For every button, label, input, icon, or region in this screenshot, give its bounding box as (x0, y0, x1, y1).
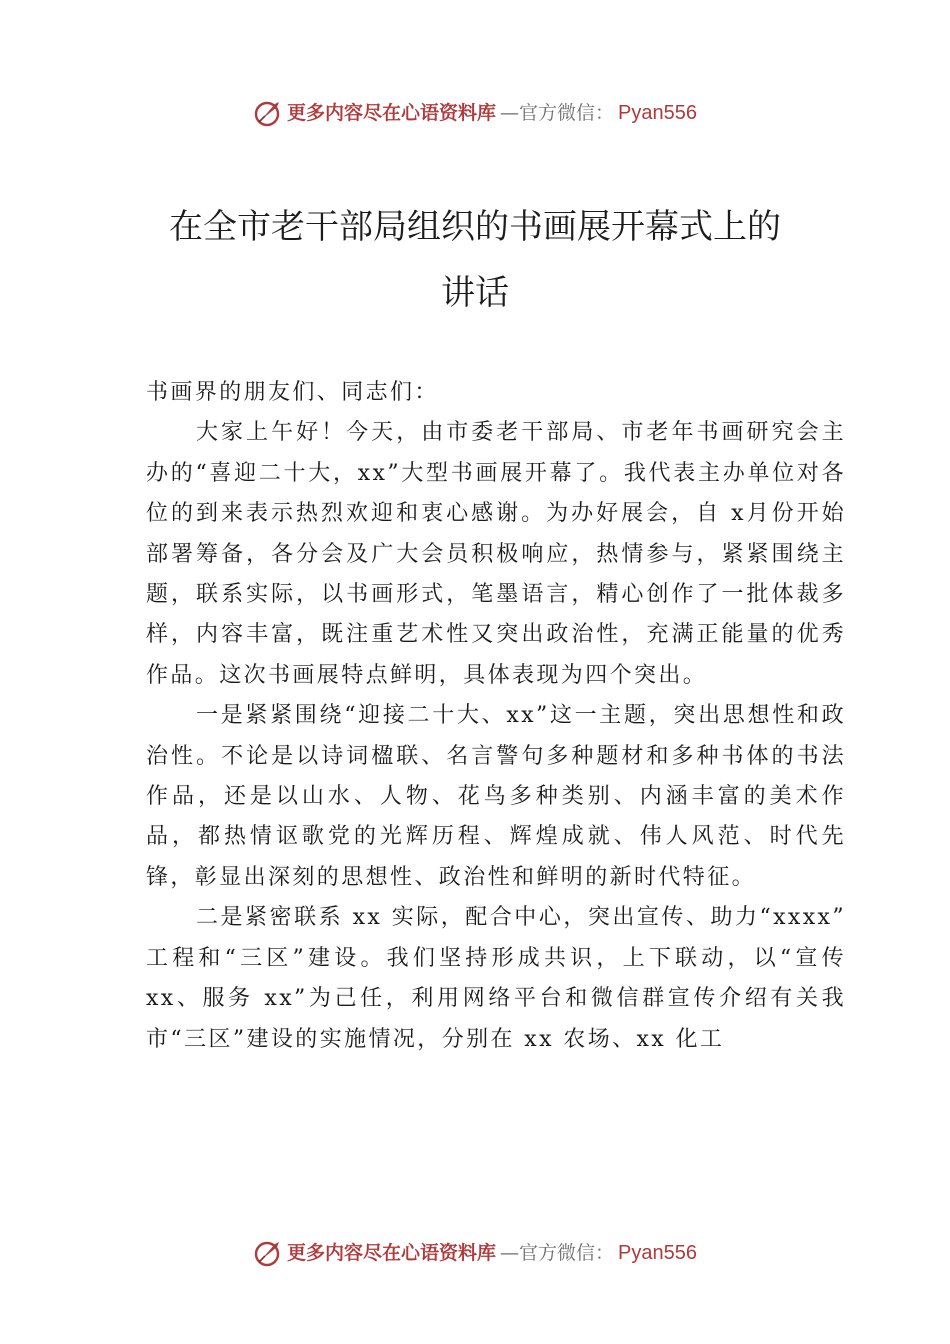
watermark-text: 更多内容尽在心语资料库 (287, 1242, 497, 1264)
quill-logo-icon (253, 1238, 283, 1268)
document-title-line-1: 在全市老干部局组织的书画展开幕式上的 (169, 207, 781, 247)
watermark-wechat-id: Pyan556 (618, 1242, 697, 1264)
header-watermark (0, 98, 950, 128)
watermark-wechat-id: Pyan556 (618, 102, 697, 124)
footer-watermark (0, 1238, 950, 1268)
watermark-text: 更多内容尽在心语资料库 (287, 102, 497, 124)
paragraph-3: 二是紧密联系 xx 实际，配合中心，突出宣传、助力“xxxx” 工程和“三区”建设。我们坚持形成共识，上下联动，以“宣传 xx、服务 xx”为己任，利用网络平台和微信群宣传介绍有关我市“三区”建设的实施情况，分别在 xx 农场、xx 化工 (146, 905, 846, 1052)
document-title-line-2: 讲话 (441, 273, 509, 313)
watermark-separator: —官方微信： (500, 1242, 615, 1264)
document-body (146, 373, 846, 1060)
paragraph-2: 一是紧紧围绕“迎接二十大、xx”这一主题，突出思想性和政治性。不论是以诗词楹联、名言警句多种题材和多种书体的书法作品，还是以山水、人物、花鸟多种类别、内涵丰富的美术作品，都热情讴歌党的光辉历程、辉煌成就、伟人风范、时代先锋，彰显出深刻的思想性、政治性和鲜明的新时代特征。 (146, 703, 846, 890)
quill-logo-icon (253, 98, 283, 128)
watermark-separator: —官方微信： (500, 102, 615, 124)
salutation: 书画界的朋友们、同志们： (146, 380, 439, 405)
paragraph-1: 大家上午好！今天，由市委老干部局、市老年书画研究会主办的“喜迎二十大，xx”大型书画展开幕了。我代表主办单位对各位的到来表示热烈欢迎和衷心感谢。为办好展会，自 x月份开始部署筹备，各分会及广大会员积极响应，热情参与，紧紧围绕主题，联系实际，以书画形式，笔墨语言，精心创作了一批体裁多样，内容丰富，既注重艺术性又突出政治性，充满正能量的优秀作品。这次书画展特点鲜明，具体表现为四个突出。 (146, 420, 846, 688)
